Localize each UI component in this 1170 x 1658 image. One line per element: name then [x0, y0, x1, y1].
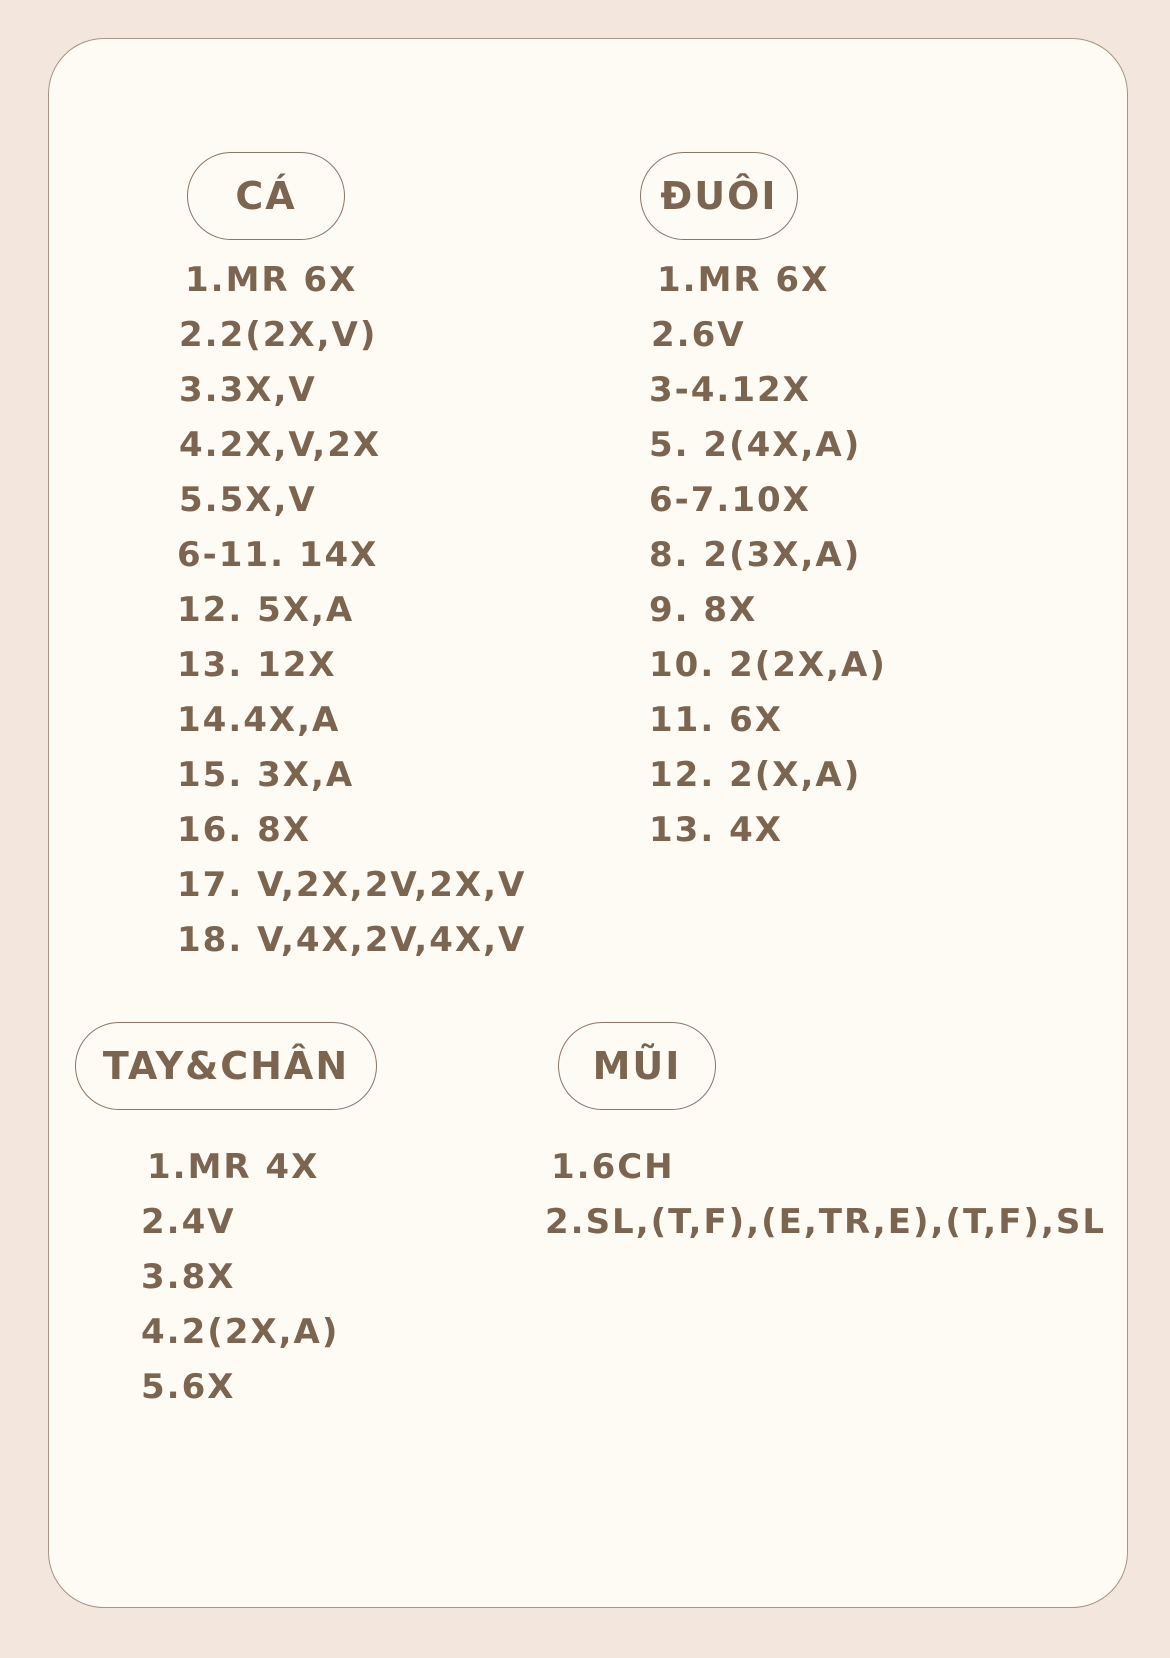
list-item: 5.5X,V: [179, 480, 317, 520]
section-title-mui: MŨI: [558, 1022, 716, 1110]
list-item: 2.SL,(T,F),(E,TR,E),(T,F),SL: [545, 1202, 1107, 1242]
list-item: 3.8X: [141, 1257, 236, 1297]
list-item: 10. 2(2X,A): [649, 645, 887, 685]
list-ca: [177, 253, 526, 968]
list-item: 2.2(2X,V): [179, 315, 378, 355]
list-item: 11. 6X: [649, 700, 783, 740]
section-title-tay-chan: TAY&CHÂN: [75, 1022, 377, 1110]
list-item: 2.4V: [141, 1202, 236, 1242]
list-item: 3.3X,V: [179, 370, 317, 410]
list-item: 4.2X,V,2X: [179, 425, 382, 465]
section-title-ca: CÁ: [187, 152, 345, 240]
section-title-duoi: ĐUÔI: [640, 152, 798, 240]
pattern-card: [48, 38, 1128, 1608]
list-item: 17. V,2X,2V,2X,V: [177, 865, 527, 905]
list-item: 1.MR 6X: [185, 260, 358, 300]
list-item: 5. 2(4X,A): [649, 425, 862, 465]
list-item: 12. 2(X,A): [649, 755, 862, 795]
list-item: 1.MR 6X: [657, 260, 830, 300]
list-item: 8. 2(3X,A): [649, 535, 862, 575]
list-item: 16. 8X: [177, 810, 311, 850]
list-duoi: [649, 253, 887, 858]
list-tay-chan: [141, 1140, 339, 1415]
list-item: 5.6X: [141, 1367, 236, 1407]
list-mui: [545, 1140, 1106, 1250]
list-item: 12. 5X,A: [177, 590, 355, 630]
list-item: 3-4.12X: [649, 370, 811, 410]
list-item: 1.6CH: [551, 1147, 675, 1187]
list-item: 18. V,4X,2V,4X,V: [177, 920, 527, 960]
list-item: 13. 4X: [649, 810, 783, 850]
list-item: 14.4X,A: [177, 700, 341, 740]
list-item: 15. 3X,A: [177, 755, 355, 795]
list-item: 6-7.10X: [649, 480, 811, 520]
list-item: 9. 8X: [649, 590, 758, 630]
list-item: 6-11. 14X: [177, 535, 379, 575]
list-item: 13. 12X: [177, 645, 337, 685]
list-item: 1.MR 4X: [147, 1147, 320, 1187]
list-item: 2.6V: [651, 315, 746, 355]
list-item: 4.2(2X,A): [141, 1312, 340, 1352]
